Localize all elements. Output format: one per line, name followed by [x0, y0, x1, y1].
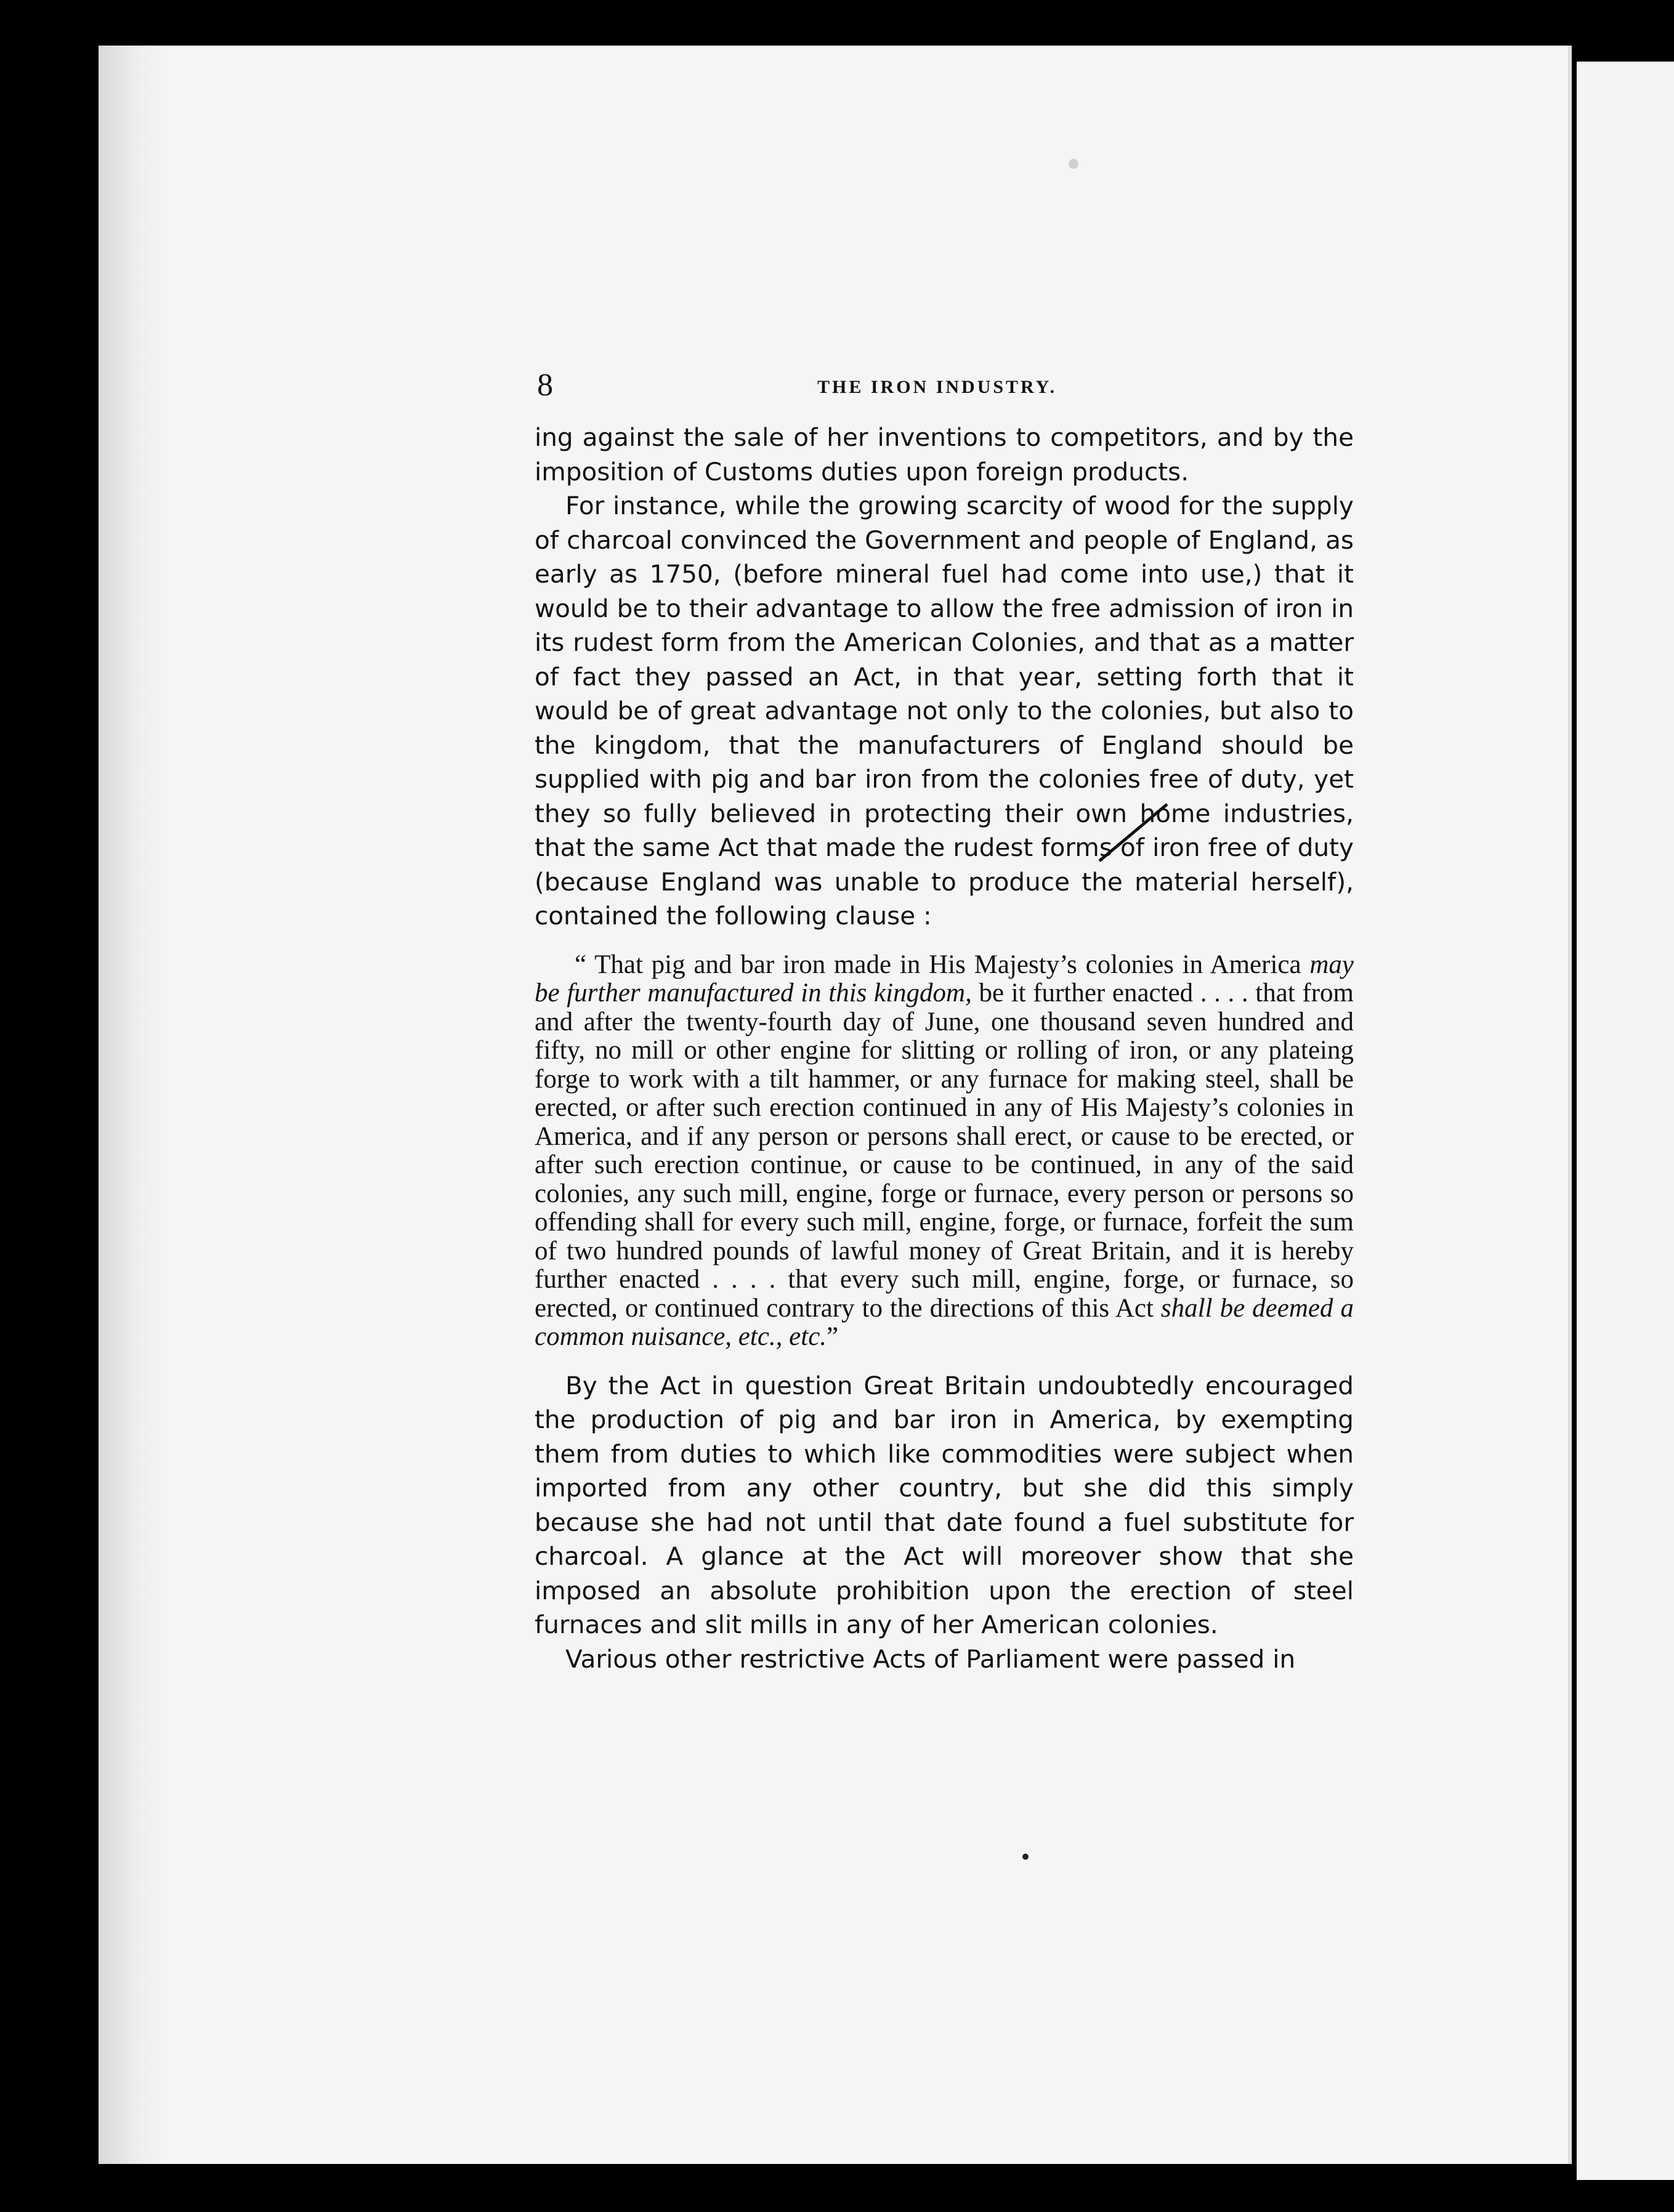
paragraph-various: Various other restrictive Acts of Parliament were passed in — [565, 1644, 1296, 1674]
page-fold-shadow — [99, 46, 166, 2164]
paragraph-for-instance: For instance, while the growing scarcity of wood for the supply of charcoal convinced the Government and people of England, as early as 1750, (before mineral fuel had come into use,) that it would be to their advantage to allow the free admission of iron in its rudest form from the American Colonies, and that as a matter of fact they passed an Act, in that year, setting forth that it would be of great advantage not only to the colonies, but also to the kingdom, that the manufacturers of England should be supplied with pig and bar iron from the colonies free of duty, yet they so fully believed in protecting their own home industries, that the same Act that made the rudest forms of iron free of duty (because England was unable to produce the material herself), contained the following clause : — [535, 491, 1354, 930]
page-number: 8 — [537, 368, 553, 403]
handwritten-stroke-mark — [1075, 799, 1192, 867]
act-quotation: “ That pig and bar iron made in His Majesty’s colonies in America may be further manufactured in this kingdom, be it further enacted . . . . that from and after the twenty-fourth day of June, one thousand seven hundred and fifty, no mill or other engine for slitting or rolling of iron, or any plateing forge to work with a tilt hammer, or any furnace for making steel, shall be erected, or after such erection continued in any of His Majesty’s colonies in America, and if any person or persons shall erect, or cause to be erected, or after such erection continue, or cause to be continued, in any of the said colonies, any such mill, engine, forge or furnace, every person or persons so offending shall for every such mill, engine, forge, or furnace, forfeit the sum of two hundred pounds of lawful money of Great Britain, and it is hereby further enacted . . . . that every such mill, engine, forge, or furnace, so erected, or continued contrary to the directions of this Act shall be deemed a common nuisance, etc., etc.” — [535, 950, 1354, 1351]
ink-smudge — [1069, 159, 1078, 169]
paragraph-by-the-act: By the Act in question Great Britain undoubtedly encouraged the production of pig and bar iron in America, by exempting them from duties to which like commodities were subject when imported from any other country, but she did this simply because she had not until that date found a fuel substitute for charcoal. A glance at the Act will moreover show that she imposed an absolute prohibition upon the erection of steel furnaces and slit mills in any of her American colonies. — [535, 1370, 1354, 1639]
pen-stroke — [1099, 804, 1167, 861]
quote-italic-kingdom: may be further manufactured in this kingdom, — [535, 950, 1354, 1007]
page-body — [535, 421, 1354, 1676]
ink-dot — [1022, 1854, 1029, 1860]
adjacent-page-edge — [1577, 62, 1674, 2180]
page-header — [537, 367, 1350, 404]
quote-italic-nuisance: shall be deemed a common nuisance, etc., etc. — [535, 1293, 1354, 1351]
running-title: THE IRON INDUSTRY. — [817, 377, 1057, 397]
paragraph-continued: ing against the sale of her inventions to competitors, and by the imposition of Customs duties upon foreign products. — [535, 422, 1354, 486]
